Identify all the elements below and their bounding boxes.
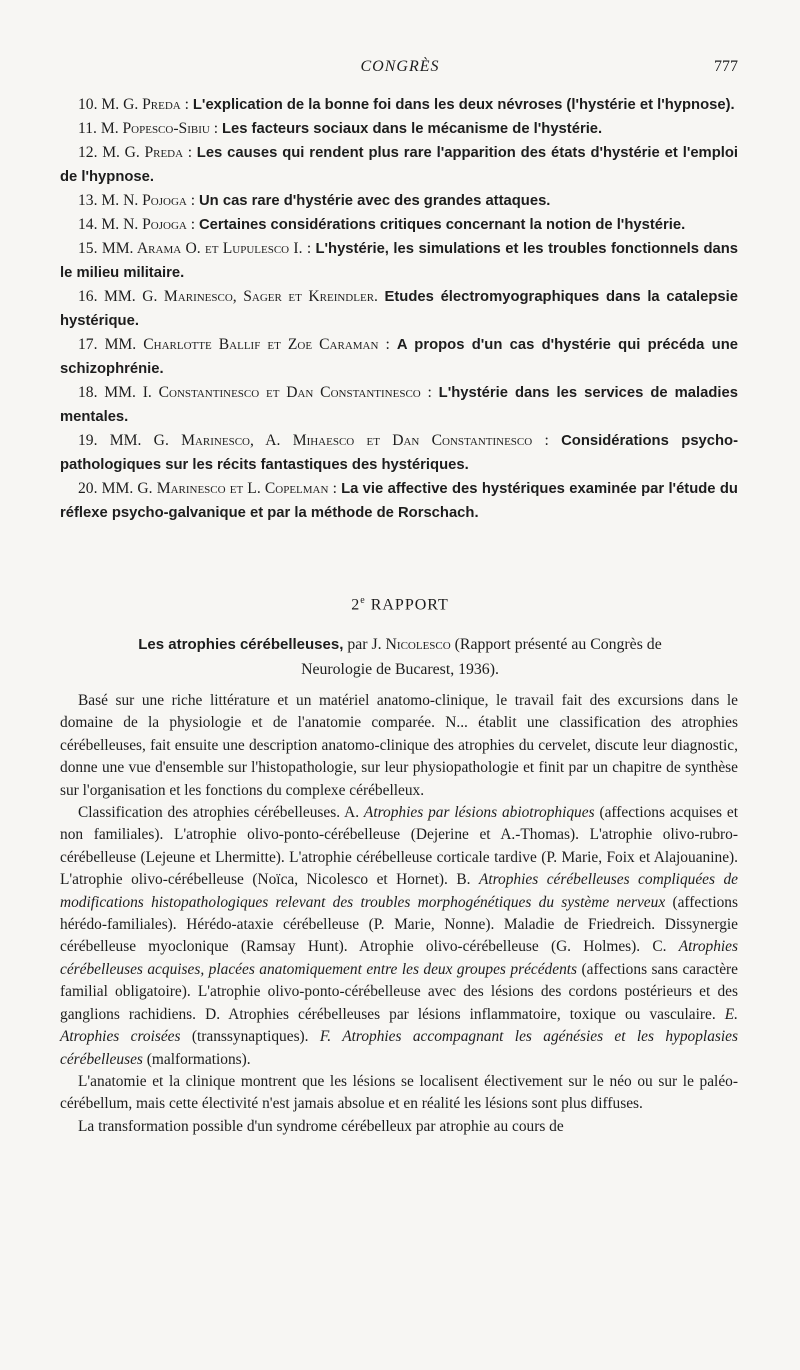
ref-authors: M. N. Pojoga : [101,192,196,209]
ref-authors: MM. I. Constantinesco et Dan Constantinesco : [104,384,432,401]
review-title: Les atrophies cérébelleuses, [138,636,344,653]
text-run: (malformations). [146,1050,251,1068]
ref-title: La vie affective des hystériques examinée par l'étude du réflexe psycho-galvanique et par la méthode de Rorschach. [60,481,738,521]
italic-run: E. Atrophies croisées [60,1005,738,1046]
ref-authors: M. G. Preda : [101,96,189,113]
ref-number: 18. [78,384,98,401]
ref-number: 11. [78,120,97,137]
ref-number: 19. [78,432,98,449]
reference-item [60,141,738,189]
running-title: CONGRÈS [360,58,440,75]
reference-item [60,333,738,381]
paragraph: Basé sur une riche littérature et un matériel anatomo-clinique, le travail fait des excursions dans le domaine de la physiologie et de l'anatomie comparée. N... établit une classification des atrophies cérébelleuses, fait ensuite une description anatomo-clinique des atrophies du cervelet, discute leur diagnostic, donne une vue d'ensemble sur l'histopathologie, sur leur physiopathologie et finit par un chapitre de synthèse sur l'organisation et les fonctions du complexe cérébelleux. [60,692,738,799]
reference-list [60,93,738,525]
reference-item [60,117,738,141]
text-run: Classification des atrophies cérébelleuses. A. [78,804,360,822]
review-body [60,690,738,1138]
review-note-2: Neurologie de Bucarest, 1936). [301,661,499,678]
ref-title: Les causes qui rendent plus rare l'apparition des états d'hystérie et l'emploi de l'hypnose. [60,145,739,185]
ref-authors: MM. G. Marinesco et L. Copelman : [101,480,337,497]
section-heading [60,595,740,614]
ref-authors: MM. Charlotte Ballif et Zoe Caraman : [104,336,390,353]
ref-number: 15. [78,240,98,257]
review-heading [60,632,740,682]
ref-number: 20. [78,480,98,497]
text-run: (affections acquises et non familiales). L'atrophie olivo-ponto-cérébelleuse (Dejerine et A.-Thomas). L'atrophie olivo-rubro-cérébelleuse (Lejeune et Lhermitte). L'atrophie cérébelleuse corticale tardive (P. Marie, Foix et Alajouanine). L'atrophie olivo-cérébelleuse (Noïca, Nicolesco et Hornet). B. [60,804,738,889]
ref-title: L'explication de la bonne foi dans les deux névroses (l'hystérie et l'hypnose). [192,97,735,113]
ref-title: L'hystérie dans les services de maladies mentales. [60,385,738,425]
text-run: (affections sans caractère familial obligatoire). L'atrophie olivo-ponto-cérébelleuse avec des lésions des cordons postérieurs et des ganglions rachidiens. D. Atrophies cérébelleuses par lésions inflammatoire, toxique ou vasculaire. [60,960,738,1023]
italic-run: F. Atrophies accompagnant les agénésies et les hypoplasies cérébelleuses [60,1028,738,1068]
paragraph-classification [60,802,738,1071]
ref-title: Considérations psycho-pathologiques sur les récits fantastiques des hystériques. [60,433,739,473]
paragraph: L'anatomie et la clinique montrent que les lésions se localisent électivement sur le néo ou sur le paléo-cérébellum, mais cette électivité n'est jamais absolue et en réalité les lésions sont plus diffuses. [60,1072,738,1113]
ref-number: 17. [78,336,98,353]
ref-number: 12. [78,144,98,161]
text-run: (transsynaptiques). [191,1028,309,1046]
section-title: RAPPORT [370,596,449,614]
reference-item [60,429,738,477]
ref-title: Les facteurs sociaux dans le mécanisme de l'hystérie. [221,121,603,137]
ref-title: L'hystérie, les simulations et les troubles fonctionnels dans le milieu militaire. [60,241,738,281]
reference-item [60,237,738,285]
ref-authors: MM. Arama O. et Lupulesco I. : [101,240,312,257]
ref-authors: M. G. Preda : [102,144,193,161]
reference-item [60,189,738,213]
ref-authors: M. Popesco-Sibiu : [100,120,219,137]
section-ordinal: 2 [351,596,361,614]
reference-item [60,477,738,525]
ref-number: 10. [78,96,98,113]
italic-run: Atrophies cérébelleuses compliquées de modifications histopathologiques relevant des troubles morphogénétiques du système nerveux [60,871,738,911]
reference-item [60,381,738,429]
italic-run: Atrophies cérébelleuses acquises, placées anatomiquement entre les deux groupes précédents [60,938,738,978]
section-ordinal-sup: e [360,595,366,606]
ref-number: 14. [78,216,98,233]
page-header [60,58,740,84]
reference-item [60,93,738,117]
ref-number: 16. [78,288,98,305]
paragraph: La transformation possible d'un syndrome cérébelleux par atrophie au cours de [78,1117,564,1135]
review-note: (Rapport présenté au Congrès de [454,636,662,653]
ref-title: Un cas rare d'hystérie avec des grandes attaques. [199,193,551,209]
text-run: (affections hérédo-familiales). Hérédo-ataxie cérébelleuse (P. Marie, Nonne). Maladie de Friedreich. Dissynergie cérébelleuse myoclonique (Ramsay Hunt). Atrophie olivo-cérébelleuse (G. Holmes). C. [60,893,738,956]
ref-title: A propos d'un cas d'hystérie qui précéda une schizophrénie. [60,337,738,377]
review-author: Nicolesco [385,636,451,653]
page-number: 777 [714,58,738,75]
ref-authors: MM. G. Marinesco, A. Mihaesco et Dan Constantinesco : [109,432,549,449]
italic-run: Atrophies par lésions abiotrophiques [363,804,595,822]
reference-item [60,213,738,237]
ref-number: 13. [78,192,98,209]
ref-authors: MM. G. Marinesco, Sager et Kreindler. [104,288,378,305]
review-by: par J. [347,636,382,653]
ref-authors: M. N. Pojoga : [101,216,196,233]
reference-item [60,285,738,333]
ref-title: Etudes électromyographiques dans la catalepsie hystérique. [60,289,738,329]
ref-title: Certaines considérations critiques concernant la notion de l'hystérie. [199,217,686,233]
